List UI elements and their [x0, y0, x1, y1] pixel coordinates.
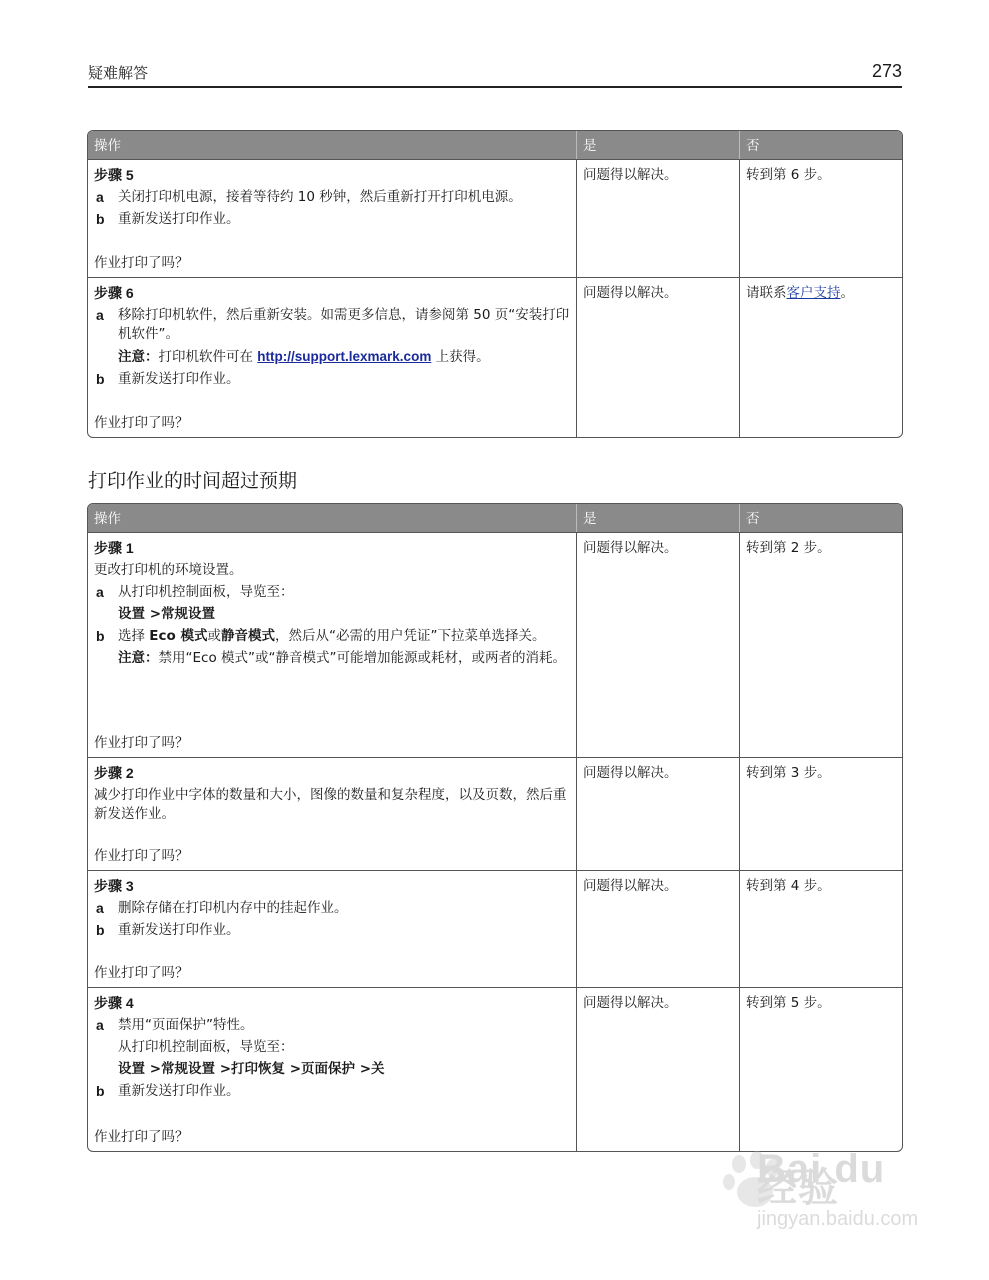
note — [118, 649, 570, 668]
action-cell — [88, 278, 577, 437]
list-item — [94, 188, 570, 207]
text-part: ，然后从“必需的用户凭证”下拉菜单选择关。 — [275, 628, 546, 644]
question-text: 作业打印了吗？ — [94, 1129, 189, 1145]
step-title: 步骤 5 — [94, 167, 134, 183]
item-text: 重新发送打印作业。 — [118, 1083, 240, 1099]
item-label: b — [96, 211, 105, 227]
watermark-logo: Bai du 经验 — [757, 1147, 886, 1210]
note-label: 注意： — [118, 650, 159, 666]
table-row-step1 — [88, 532, 902, 757]
item-label: b — [96, 628, 105, 644]
col-header-no: 否 — [746, 138, 760, 154]
item-label: b — [96, 371, 105, 387]
no-cell: 转到第 2 步。 — [746, 540, 831, 556]
question-text: 作业打印了吗？ — [94, 255, 189, 271]
item-text: 重新发送打印作业。 — [118, 371, 240, 387]
list-item — [94, 1016, 570, 1035]
table-row-step5 — [88, 159, 902, 277]
col-header-action: 操作 — [88, 504, 577, 532]
col-header-no: 否 — [746, 511, 760, 527]
step-title: 步骤 6 — [94, 285, 134, 301]
action-cell — [88, 758, 577, 870]
baidu-watermark — [717, 1147, 927, 1240]
item-label: a — [96, 307, 104, 323]
col-header-action: 操作 — [88, 131, 577, 159]
list-item — [94, 921, 570, 940]
item-label: a — [96, 584, 104, 600]
list-item — [94, 627, 570, 646]
question-text: 作业打印了吗？ — [94, 848, 189, 864]
item-text: 删除存储在打印机内存中的挂起作业。 — [118, 900, 348, 916]
list-item — [94, 583, 570, 602]
menu-path: 设置 >常规设置 >打印恢复 >页面保护 >关 — [118, 1061, 385, 1077]
no-cell — [740, 278, 902, 437]
item-label: b — [96, 1083, 105, 1099]
table-row-step2 — [88, 757, 902, 870]
yes-cell: 问题得以解决。 — [577, 278, 740, 437]
col-header-yes: 是 — [577, 504, 740, 532]
step-intro: 更改打印机的环境设置。 — [94, 562, 243, 578]
yes-cell: 问题得以解决。 — [577, 988, 740, 1151]
text-part: 选择 — [118, 628, 150, 644]
item-label: a — [96, 900, 104, 916]
table-header-row — [88, 504, 902, 532]
table-row-step4 — [88, 987, 902, 1151]
step-text: 减少打印作业中字体的数量和大小，图像的数量和复杂程度，以及页数，然后重新发送作业。 — [94, 787, 567, 822]
list-item — [94, 899, 570, 918]
no-cell: 转到第 4 步。 — [746, 878, 831, 894]
list-item — [94, 1082, 570, 1101]
quiet-mode-term: 静音模式 — [221, 628, 275, 644]
troubleshoot-table-2 — [87, 503, 903, 1152]
step-title: 步骤 3 — [94, 878, 134, 894]
page-header — [88, 62, 902, 88]
list-item — [94, 210, 570, 229]
list-item — [94, 370, 570, 389]
yes-cell: 问题得以解决。 — [577, 533, 740, 757]
step-title: 步骤 1 — [94, 540, 134, 556]
item-text: 重新发送打印作业。 — [118, 211, 240, 227]
no-text-end: 。 — [840, 285, 854, 301]
step-title: 步骤 2 — [94, 765, 134, 781]
item-text: 关闭打印机电源，接着等待约 10 秒钟，然后重新打开打印机电源。 — [118, 189, 522, 205]
troubleshoot-table-1 — [87, 130, 903, 438]
action-cell — [88, 871, 577, 987]
note-label: 注意： — [118, 349, 159, 365]
note-text: 打印机软件可在 — [158, 349, 258, 365]
customer-support-link[interactable]: 客户支持 — [786, 285, 841, 301]
item-text — [118, 627, 570, 646]
page-number: 273 — [871, 61, 902, 81]
list-item — [94, 306, 570, 344]
item-label: a — [96, 1017, 104, 1033]
note-text-end: 上获得。 — [431, 349, 490, 365]
yes-cell: 问题得以解决。 — [577, 758, 740, 870]
support-url-link[interactable]: http://support.lexmark.com — [257, 349, 432, 364]
question-text: 作业打印了吗？ — [94, 415, 189, 431]
text-part: 或 — [207, 628, 221, 644]
no-cell: 转到第 5 步。 — [746, 995, 831, 1011]
no-cell: 转到第 6 步。 — [746, 167, 831, 183]
eco-mode-term: Eco 模式 — [149, 628, 208, 644]
no-text: 请联系 — [746, 285, 787, 301]
item-text: 重新发送打印作业。 — [118, 922, 240, 938]
no-cell: 转到第 3 步。 — [746, 765, 831, 781]
watermark-site: jingyan.baidu.com — [757, 1208, 919, 1230]
yes-cell: 问题得以解决。 — [577, 871, 740, 987]
item-label: b — [96, 922, 105, 938]
question-text: 作业打印了吗？ — [94, 735, 189, 751]
table-header-row — [88, 131, 902, 159]
item-label: a — [96, 189, 104, 205]
step-title: 步骤 4 — [94, 995, 134, 1011]
item-text: 禁用“页面保护”特性。 — [118, 1017, 254, 1033]
item-text: 移除打印机软件，然后重新安装。如需更多信息，请参阅第 50 页“安装打印机软件”。 — [118, 307, 570, 342]
question-text: 作业打印了吗？ — [94, 965, 189, 981]
menu-path: 设置 >常规设置 — [118, 606, 216, 622]
table-row-step3 — [88, 870, 902, 987]
col-header-yes: 是 — [577, 131, 740, 159]
item-text: 从打印机控制面板，导览至： — [118, 584, 294, 600]
yes-cell: 问题得以解决。 — [577, 160, 740, 277]
section-title: 打印作业的时间超过预期 — [88, 470, 298, 492]
header-title: 疑难解答 — [88, 64, 149, 82]
note-text: 禁用“Eco 模式”或“静音模式”可能增加能源或耗材，或两者的消耗。 — [158, 650, 566, 666]
action-cell — [88, 160, 577, 277]
action-cell — [88, 988, 577, 1151]
note — [118, 347, 570, 367]
action-cell — [88, 533, 577, 757]
sub-text: 从打印机控制面板，导览至： — [118, 1039, 294, 1055]
table-row-step6 — [88, 277, 902, 437]
